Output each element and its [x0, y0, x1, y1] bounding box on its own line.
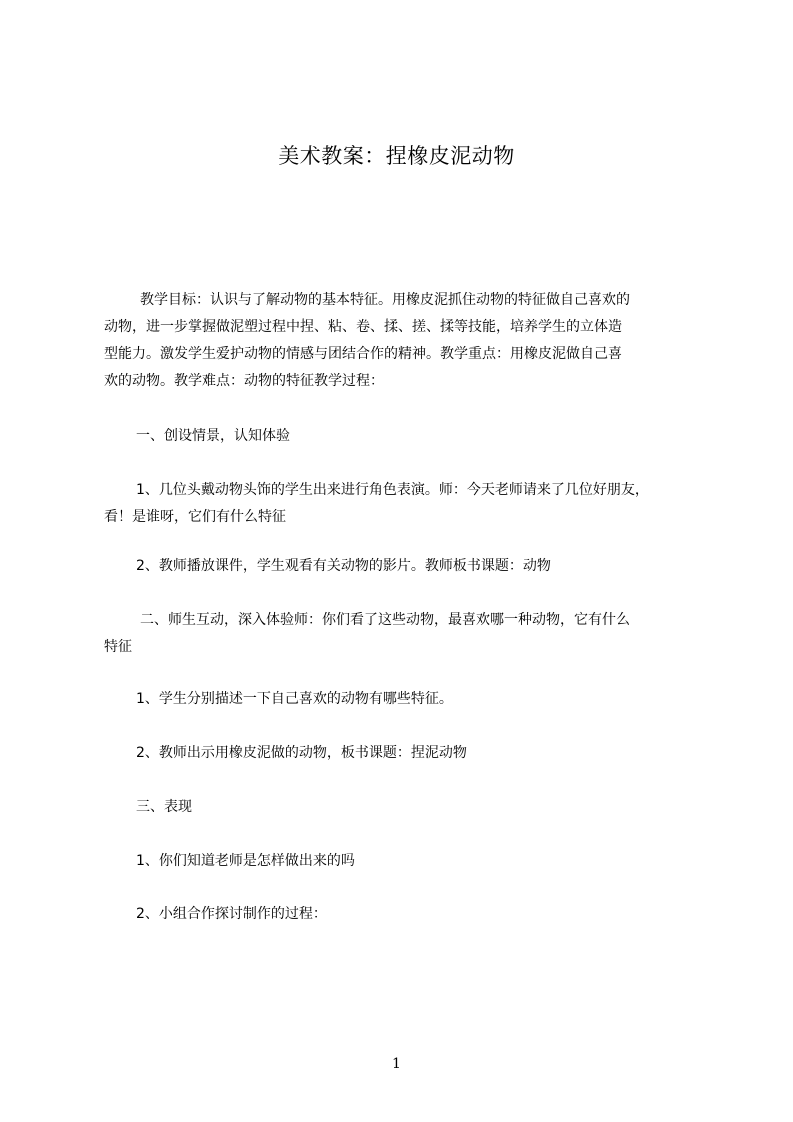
section-1-item-1-line-1: 1、几位头戴动物头饰的学生出来进行角色表演。师：今天老师请来了几位好朋友，: [136, 482, 649, 498]
section-1-item-1: [104, 477, 716, 531]
section-3-item-1: 1、你们知道老师是怎样做出来的吗: [136, 853, 355, 869]
intro-line-4: 欢的动物。教学难点：动物的特征教学过程：: [104, 373, 384, 389]
section-3-item-2: 2、小组合作探讨制作的过程：: [136, 906, 327, 922]
document-title: 美术教案：捏橡皮泥动物: [278, 144, 515, 168]
section-2-line-2: 特征: [104, 639, 132, 655]
section-1-item-2: 2、教师播放课件，学生观看有关动物的影片。教师板书课题：动物: [136, 558, 551, 574]
section-2-item-2: 2、教师出示用橡皮泥做的动物，板书课题：捏泥动物: [136, 745, 467, 761]
page-number: 1: [392, 1056, 401, 1072]
section-1-heading: 一、创设情景，认知体验: [136, 428, 290, 444]
section-3-heading: 三、表现: [136, 799, 192, 815]
section-1-item-1-line-2: 看！是谁呀，它们有什么特征: [104, 509, 286, 525]
section-2-line-1: 二、师生互动，深入体验师：你们看了这些动物，最喜欢哪一种动物，它有什么: [140, 612, 630, 628]
intro-line-1: 教学目标：认识与了解动物的基本特征。用橡皮泥抓住动物的特征做自己喜欢的: [140, 292, 630, 308]
intro-line-2: 动物，进一步掌握做泥塑过程中捏、粘、卷、揉、搓、揉等技能，培养学生的立体造: [104, 319, 622, 335]
section-2-item-1: 1、学生分别描述一下自己喜欢的动物有哪些特征。: [136, 691, 453, 707]
intro-line-3: 型能力。激发学生爱护动物的情感与团结合作的精神。教学重点：用橡皮泥做自己喜: [104, 346, 622, 362]
section-2-paragraph: [104, 607, 716, 661]
intro-paragraph: [104, 287, 716, 395]
